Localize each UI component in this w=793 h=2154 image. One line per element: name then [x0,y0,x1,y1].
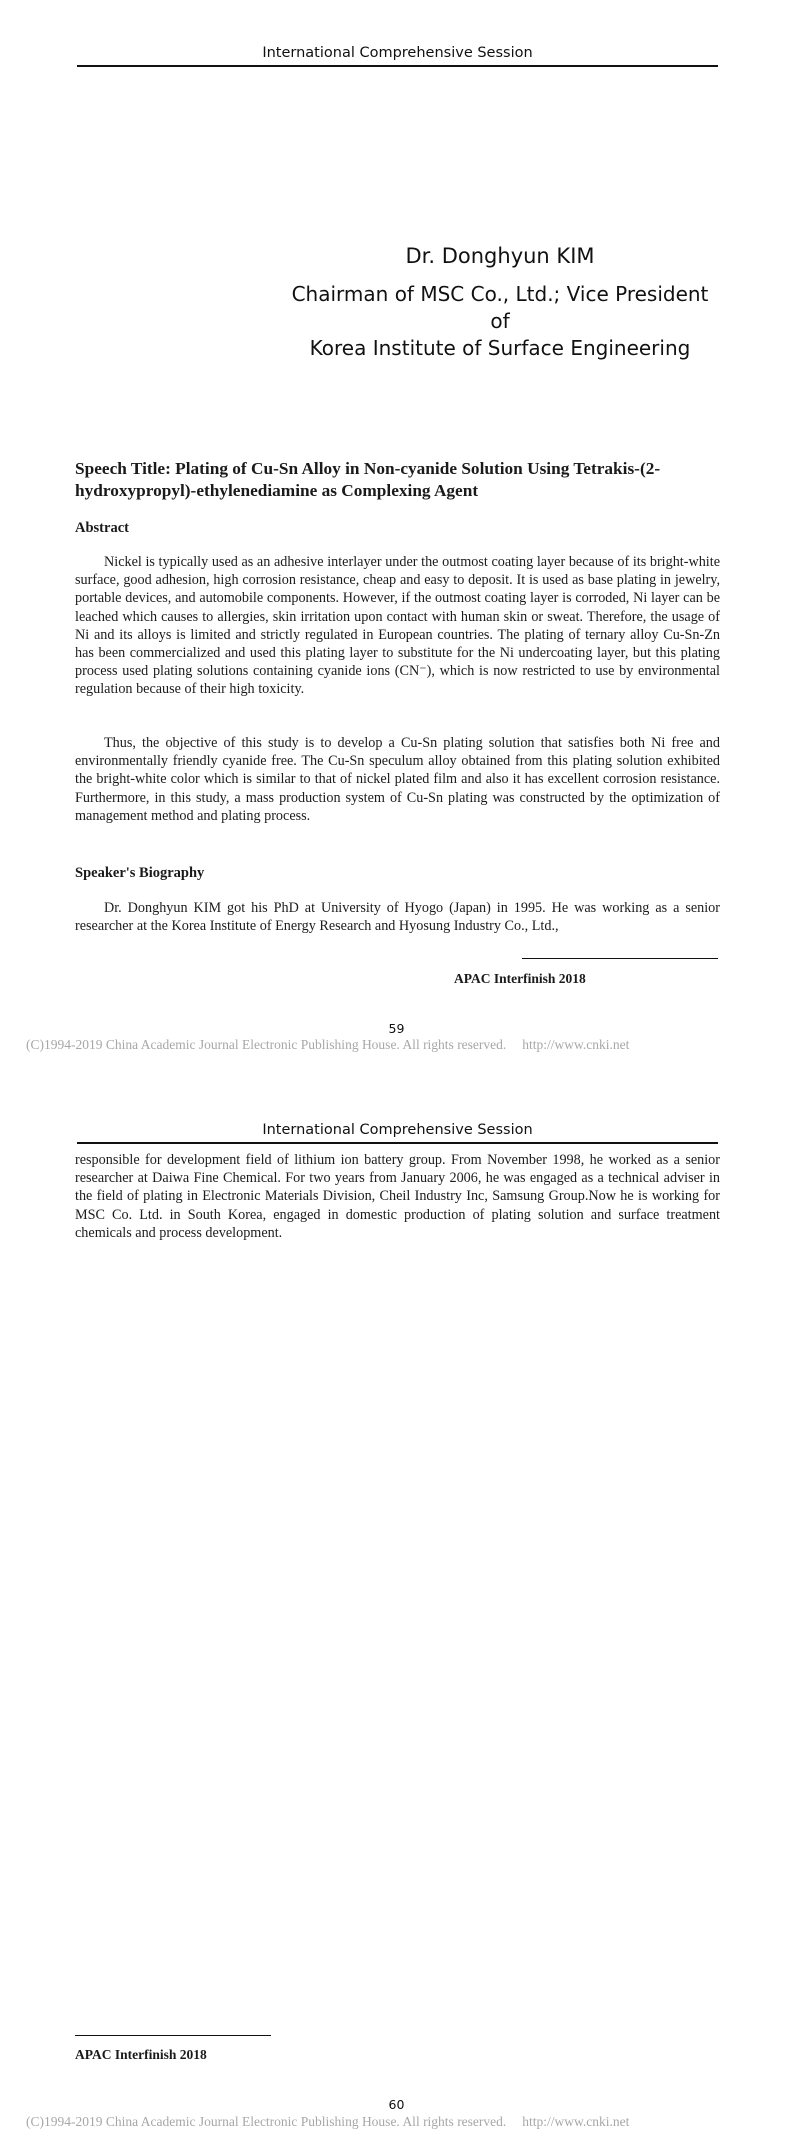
conference-label-page-60: APAC Interfinish 2018 [75,2047,207,2062]
abstract-paragraph-1: Nickel is typically used as an adhesive interlayer under the outmost coating layer because of its bright-white surface, good adhesion, high corrosion resistance, cheap and easy to deposit. It is used as base plating in jewelry, portable devices, and automobile components. However, if the outmost coating layer is corroded, Ni layer can be leached which causes to allergies, skin irritation upon contact with human skin or sweat. Therefore, the usage of Ni and its alloys is limited and strictly regulated in European countries. The plating of ternary alloy Cu-Sn-Zn has been commercialized and used this plating layer to substitute for the Ni undercoating layer, but this plating process used plating solutions containing cyanide ions (CN⁻), which is now restricted to use by environmental regulation because of their high toxicity. [75,554,720,698]
speaker-role-line-1: Chairman of MSC Co., Ltd.; Vice President of [291,282,709,333]
header-rule [77,65,718,67]
biography-paragraph-part-2: responsible for development field of lithium ion battery group. From November 1998, he worked as a senior researcher at Daiwa Fine Chemical. For two years from January 2006, he was engaged as a technical adviser in the field of plating in Electronic Materials Division, Cheil Industry Inc, Samsung Group.Now he is working for MSC Co. Ltd. in South Korea, engaged in domestic production of plating solution and surface treatment chemicals and process development. [75,1152,720,1241]
header-rule-page-60 [77,1142,718,1144]
biography-heading: Speaker's Biography [75,865,205,881]
abstract-heading: Abstract [75,520,129,536]
page-number: 59 [388,1021,405,1036]
page-60 [0,1085,793,2154]
page-number-page-60: 60 [388,2097,405,2112]
running-head-page-60: International Comprehensive Session [262,1122,533,1138]
copyright-text: (C)1994-2019 China Academic Journal Electronic Publishing House. All rights reserved. [26,2114,507,2129]
footer-rule-page-60 [75,2035,271,2036]
abstract-paragraph-2: Thus, the objective of this study is to develop a Cu-Sn plating solution that satisfies both Ni free and environmentally friendly cyanide free. The Cu-Sn speculum alloy obtained from this plating solution exhibited the bright-white color which is similar to that of nickel plated film and also it has excellent corrosion resistance. Furthermore, in this study, a mass production system of Cu-Sn plating was constructed by the optimization of management method and plating process. [75,735,720,824]
footer-rule [522,958,718,959]
speaker-block [280,241,720,362]
copyright-text: (C)1994-2019 China Academic Journal Electronic Publishing House. All rights reserved. [26,1037,507,1052]
copyright-url: http://www.cnki.net [522,1037,630,1052]
copyright-notice-page-60 [26,2114,629,2130]
running-head: International Comprehensive Session [262,45,533,61]
copyright-url: http://www.cnki.net [522,2114,630,2129]
conference-label: APAC Interfinish 2018 [454,971,586,986]
speaker-name: Dr. Donghyun KIM [405,244,595,268]
biography-paragraph-part-1: Dr. Donghyun KIM got his PhD at University of Hyogo (Japan) in 1995. He was working as a senior researcher at the Korea Institute of Energy Research and Hyosung Industry Co., Ltd., [75,900,720,935]
copyright-notice [26,1037,629,1053]
speech-title: Speech Title: Plating of Cu-Sn Alloy in Non-cyanide Solution Using Tetrakis-(2-hydroxypropyl)-ethylenediamine as Complexing Agent [75,459,661,500]
speaker-role-line-2: Korea Institute of Surface Engineering [309,336,691,360]
